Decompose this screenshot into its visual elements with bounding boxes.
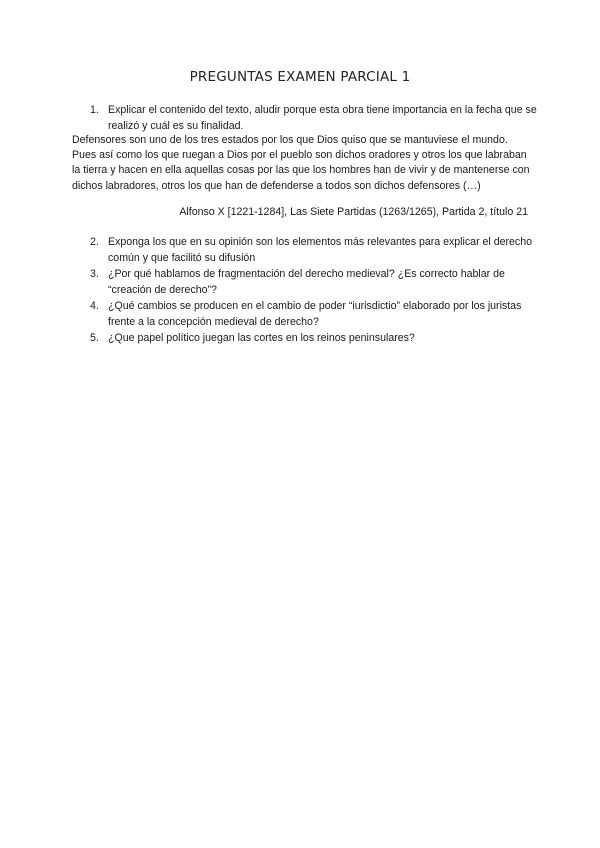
- question-number: 5.: [90, 332, 99, 344]
- question-list-first: [72, 103, 540, 135]
- question-text: ¿Que papel político juegan las cortes en los reinos peninsulares?: [108, 332, 415, 344]
- question-item: [72, 299, 540, 330]
- question-number: 4.: [90, 300, 99, 312]
- quote-text: Defensores son uno de los tres estados por los que Dios quiso que se mantuviese el mundo. Pues así como los que ruegan a Dios por el pueblo son dichos oradores y otros los que labraban la tierra y hacen en ella aquellas cosas por las que los hombres han de vivir y de mantenerse con dichos labradores, otros los que han de defenderse a todos son dichos defensores (…): [72, 134, 530, 192]
- question-number: 1.: [90, 104, 99, 116]
- question-item: [72, 267, 540, 298]
- page-title: PREGUNTAS EXAMEN PARCIAL 1: [189, 69, 411, 85]
- question-list: [72, 235, 540, 348]
- question-item: [72, 331, 540, 347]
- quote-source: Alfonso X [1221-1284], Las Siete Partidas (1263/1265), Partida 2, título 21: [179, 206, 528, 218]
- question-item: [72, 103, 540, 134]
- question-text: Explicar el contenido del texto, aludir porque esta obra tiene importancia en la fecha que se realizó y cuál es su finalidad.: [108, 104, 537, 132]
- question-number: 2.: [90, 236, 99, 248]
- question-number: 3.: [90, 268, 99, 280]
- question-text: ¿Qué cambios se producen en el cambio de poder “iurisdictio” elaborado por los juristas frente a la concepción medieval de derecho?: [108, 300, 522, 328]
- question-text: ¿Por qué hablamos de fragmentación del derecho medieval? ¿Es correcto hablar de “creación de derecho”?: [108, 268, 505, 296]
- question-text: Exponga los que en su opinión son los elementos más relevantes para explicar el derecho común y que facilitó su difusión: [108, 236, 533, 264]
- question-item: [72, 235, 540, 266]
